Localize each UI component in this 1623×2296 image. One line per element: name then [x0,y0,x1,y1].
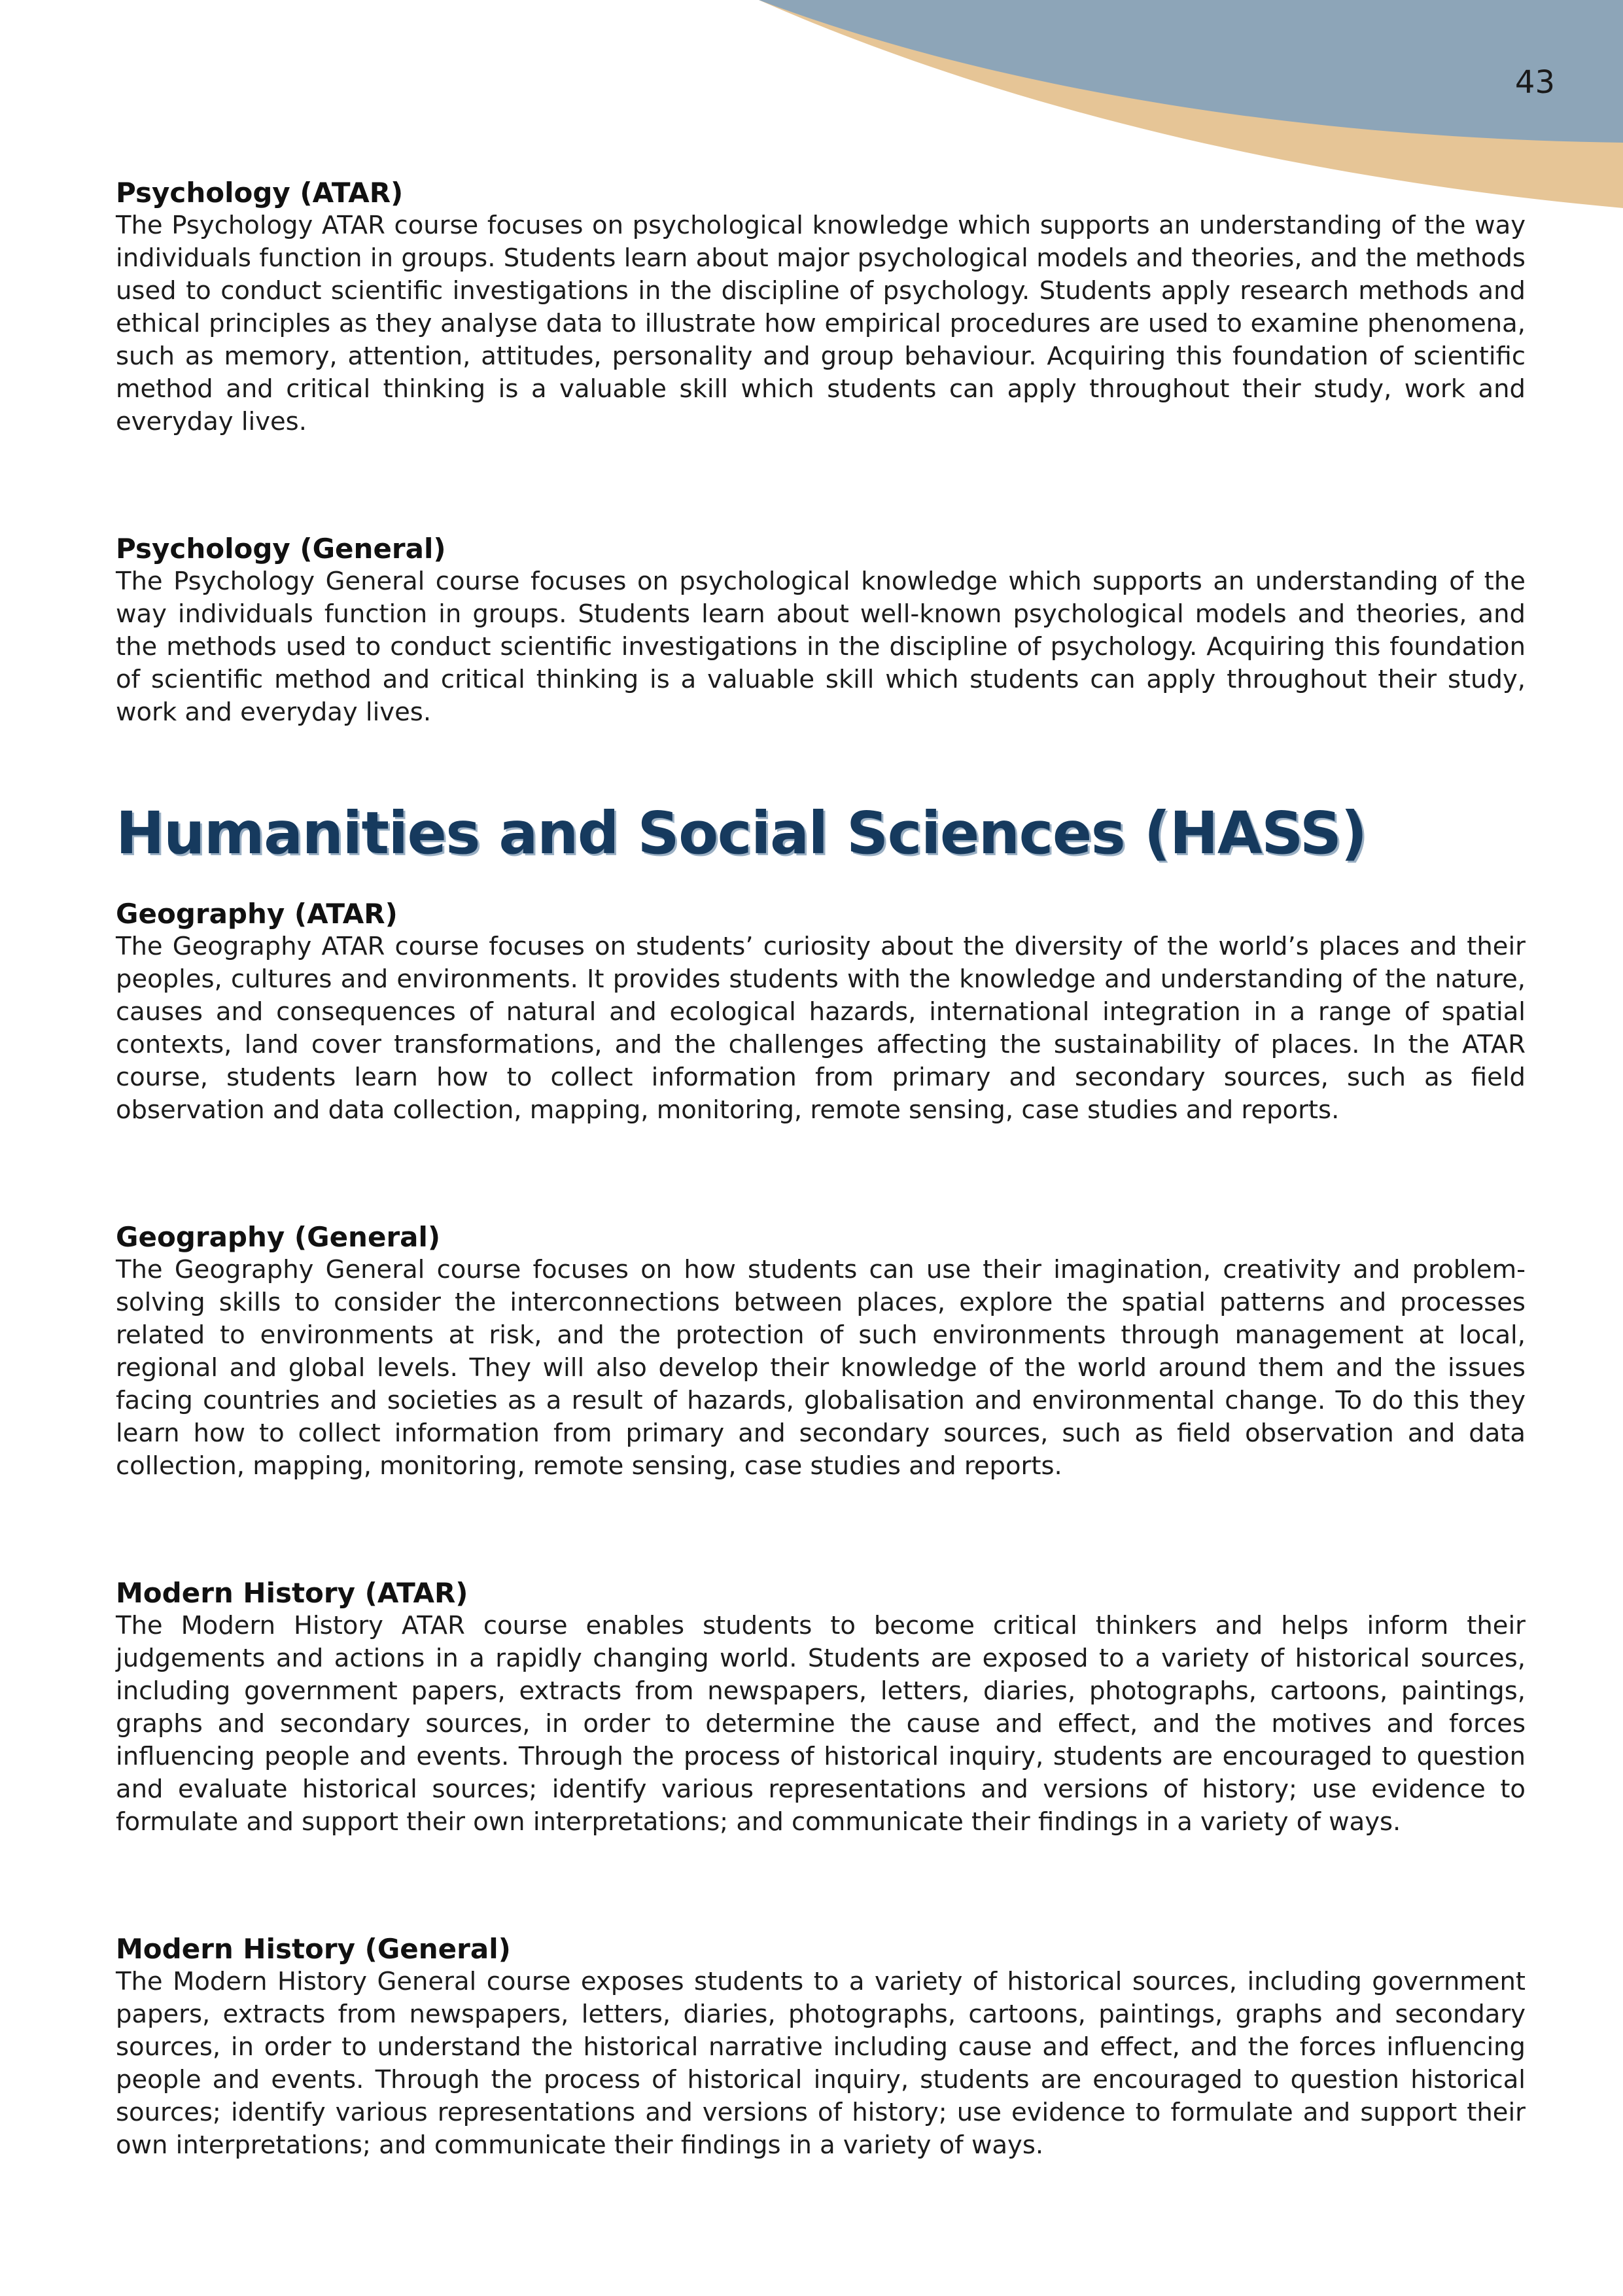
course-description: The Geography General course focuses on how students can use their imagination, creativity and problem-solving skills to consider the interconnections between places, explore the spatial patterns and processes related to environments at risk, and the protection of such environments through management at local, regional and global levels. They will also develop their knowledge of the world around them and the issues facing countries and societies as a result of hazards, globalisation and environmental change. To do this they learn how to collect information from primary and secondary sources, such as field observation and data collection, mapping, monitoring, remote sensing, case studies and reports. [116,1255,1526,1481]
course-title: Modern History (General) [116,1933,511,1965]
course-modern-history-atar [116,1577,1526,1839]
course-description: The Modern History General course exposes students to a variety of historical sources, including government papers, extracts from newspapers, letters, diaries, photographs, cartoons, paintings, graphs and secondary sources, in order to understand the historical narrative including cause and effect, and the forces influencing people and events. Through the process of historical inquiry, students are encouraged to question historical sources; identify various representations and versions of history; use evidence to formulate and support their own interpretations; and communicate their findings in a variety of ways. [116,1967,1526,2160]
main-content [116,177,1526,2256]
course-psychology-atar [116,177,1526,438]
course-description: The Psychology General course focuses on psychological knowledge which supports an understanding of the way individuals function in groups. Students learn about well-known psychological models and theories, and the methods used to conduct scientific investigations in the discipline of psychology. Acquiring this foundation of scientific method and critical thinking is a valuable skill which students can apply throughout their study, work and everyday lives. [116,567,1526,727]
course-geography-general [116,1221,1526,1483]
course-title: Modern History (ATAR) [116,1577,468,1609]
course-title: Psychology (General) [116,533,446,565]
page-number: 43 [1514,64,1555,101]
course-modern-history-general [116,1933,1526,2162]
course-title: Geography (General) [116,1221,441,1253]
section-heading-hass: Humanities and Social Sciences (HASS) [116,799,1367,867]
course-description: The Psychology ATAR course focuses on psychological knowledge which supports an understanding of the way individuals function in groups. Students learn about major psychological models and theories, and the methods used to conduct scientific investigations in the discipline of psychology. Students apply research methods and ethical principles as they analyse data to illustrate how empirical procedures are used to examine phenomena, such as memory, attention, attitudes, personality and group behaviour. Acquiring this foundation of scientific method and critical thinking is a valuable skill which students can apply throughout their study, work and everyday lives. [116,211,1526,436]
course-title: Geography (ATAR) [116,898,398,930]
course-psychology-general [116,533,1526,729]
course-description: The Geography ATAR course focuses on students’ curiosity about the diversity of the world’s places and their peoples, cultures and environments. It provides students with the knowledge and understanding of the nature, causes and consequences of natural and ecological hazards, international integration in a range of spatial contexts, land cover transformations, and the challenges affecting the sustainability of places. In the ATAR course, students learn how to collect information from primary and secondary sources, such as field observation and data collection, mapping, monitoring, remote sensing, case studies and reports. [116,932,1526,1125]
course-description: The Modern History ATAR course enables students to become critical thinkers and helps inform their judgements and actions in a rapidly changing world. Students are exposed to a variety of historical sources, including government papers, extracts from newspapers, letters, diaries, photographs, cartoons, paintings, graphs and secondary sources, in order to determine the cause and effect, and the motives and forces influencing people and events. Through the process of historical inquiry, students are encouraged to question and evaluate historical sources; identify various representations and versions of history; use evidence to formulate and support their own interpretations; and communicate their findings in a variety of ways. [116,1611,1526,1837]
course-title: Psychology (ATAR) [116,177,404,209]
course-geography-atar [116,898,1526,1127]
